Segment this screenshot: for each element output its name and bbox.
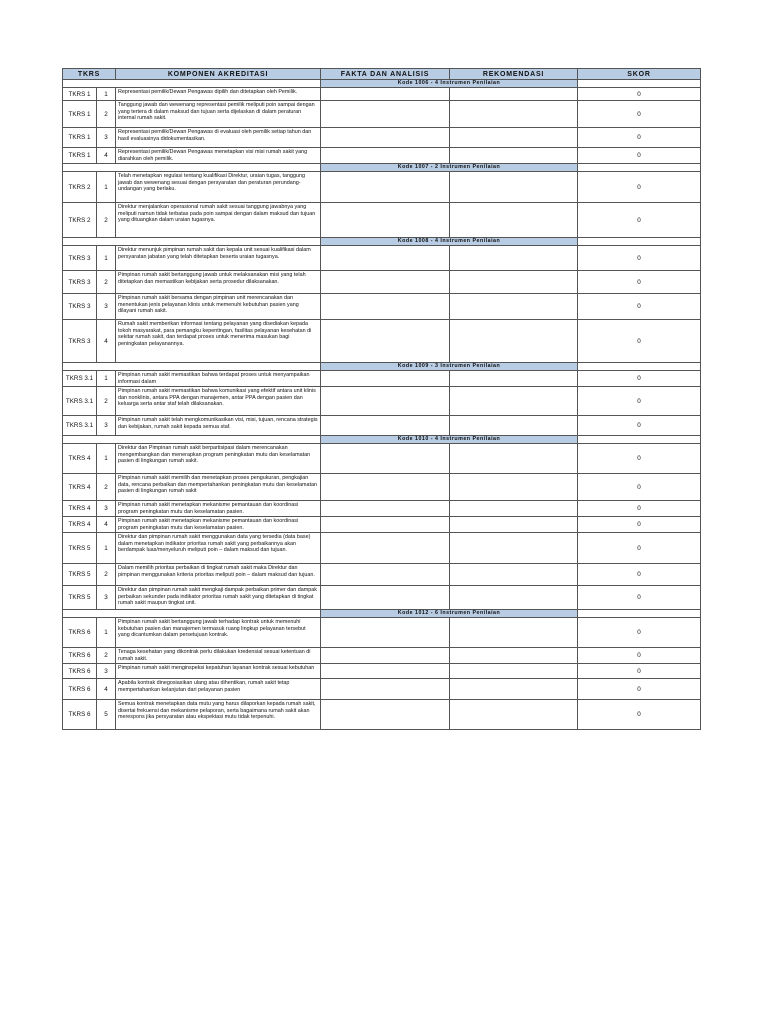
rekomendasi-cell	[450, 271, 578, 294]
score-cell: 0	[578, 444, 701, 474]
fakta-cell	[321, 648, 450, 664]
komponen-cell: Direktur dan pimpinan rumah sakit menggunakan data yang tersedia (data base) dalam menetapkan indikator prioritas rumah sakit yang perbaikannya akan berdampak luas/menyeluruh meliputi poin – dalam maksud dan tujuan.	[116, 533, 321, 564]
komponen-cell: Apabila kontrak dinegosiasikan ulang atau dihentikan, rumah sakit tetap mempertahankan kelanjutan dari pelayanan pasien	[116, 679, 321, 700]
tkrs-cell: TKRS 6	[63, 700, 97, 730]
section-code-spacer	[63, 436, 321, 444]
rekomendasi-cell	[450, 416, 578, 436]
score-cell: 0	[578, 474, 701, 501]
tkrs-cell: TKRS 4	[63, 474, 97, 501]
section-code-spacer	[578, 80, 701, 88]
number-cell: 3	[97, 294, 116, 320]
fakta-cell	[321, 416, 450, 436]
fakta-cell	[321, 533, 450, 564]
number-cell: 2	[97, 648, 116, 664]
komponen-cell: Pimpinan rumah sakit memilih dan menetapkan proses pengukuran, pengkajian data, rencana perbaikan dan mempertahankan peningkatan mutu dan keselamatan pasien di lingkungan rumah sakit	[116, 474, 321, 501]
tkrs-cell: TKRS 3	[63, 320, 97, 363]
tkrs-cell: TKRS 5	[63, 533, 97, 564]
header-komponen: KOMPONEN AKREDITASI	[116, 69, 321, 80]
fakta-cell	[321, 203, 450, 238]
header-rekomendasi: REKOMENDASI	[450, 69, 578, 80]
komponen-cell: Representasi pemilik/Dewan Pengawas menetapkan visi misi rumah sakit yang diarahkan oleh pemilik.	[116, 148, 321, 164]
komponen-cell: Pimpinan rumah sakit telah mengkomunikasikan visi, misi, tujuan, rencana strategis dan kebijakan, rumah sakit kepada semua staf.	[116, 416, 321, 436]
score-cell: 0	[578, 416, 701, 436]
section-code-row	[63, 610, 701, 618]
section-code: Kode 1012 - 6 Instrumen Penilaian	[321, 610, 578, 618]
fakta-cell	[321, 444, 450, 474]
section-code-row	[63, 436, 701, 444]
score-cell: 0	[578, 618, 701, 648]
score-cell: 0	[578, 101, 701, 128]
table-row	[63, 88, 701, 101]
fakta-cell	[321, 501, 450, 517]
section-code-spacer	[578, 610, 701, 618]
table-row	[63, 664, 701, 679]
rekomendasi-cell	[450, 387, 578, 416]
tkrs-cell: TKRS 1	[63, 148, 97, 164]
rekomendasi-cell	[450, 586, 578, 610]
table-row	[63, 148, 701, 164]
rekomendasi-cell	[450, 294, 578, 320]
table-row	[63, 371, 701, 387]
section-code-spacer	[578, 238, 701, 246]
tkrs-cell: TKRS 1	[63, 101, 97, 128]
table-row	[63, 501, 701, 517]
rekomendasi-cell	[450, 444, 578, 474]
tkrs-cell: TKRS 6	[63, 679, 97, 700]
score-cell: 0	[578, 664, 701, 679]
score-cell: 0	[578, 172, 701, 203]
komponen-cell: Rumah sakit memberikan informasi tentang pelayanan yang disediakan kepada tokoh masyarakat, para pemangku kepentingan, fasilitas pelayanan kesehatan di sekitar rumah sakit, dan terdapat proses untuk menerima masukan bagi peningkatan pelayanannya.	[116, 320, 321, 363]
tkrs-cell: TKRS 3	[63, 271, 97, 294]
table-row	[63, 416, 701, 436]
rekomendasi-cell	[450, 517, 578, 533]
fakta-cell	[321, 371, 450, 387]
tkrs-cell: TKRS 6	[63, 618, 97, 648]
score-cell: 0	[578, 320, 701, 363]
rekomendasi-cell	[450, 148, 578, 164]
rekomendasi-cell	[450, 648, 578, 664]
number-cell: 2	[97, 387, 116, 416]
header-fakta: FAKTA DAN ANALISIS	[321, 69, 450, 80]
section-code: Kode 1009 - 3 Instrumen Penilaian	[321, 363, 578, 371]
number-cell: 3	[97, 586, 116, 610]
rekomendasi-cell	[450, 371, 578, 387]
fakta-cell	[321, 679, 450, 700]
komponen-cell: Tenaga kesehatan yang dikontrak perlu dilakukan kredensial sesuai ketentuan di rumah sakit.	[116, 648, 321, 664]
komponen-cell: Pimpinan rumah sakit bertanggung jawab terhadap kontrak untuk memenuhi kebutuhan pasien dan manajemen termasuk ruang lingkup pelayanan tersebut yang dicantumkan dalam persetujuan kontrak.	[116, 618, 321, 648]
table-row	[63, 271, 701, 294]
score-cell: 0	[578, 203, 701, 238]
number-cell: 5	[97, 700, 116, 730]
tkrs-cell: TKRS 3	[63, 294, 97, 320]
komponen-cell: Pimpinan rumah sakit menetapkan mekanisme pemantauan dan koordinasi program peningkatan mutu dan keselamatan pasien.	[116, 517, 321, 533]
header-tkrs: TKRS	[63, 69, 116, 80]
number-cell: 4	[97, 320, 116, 363]
score-cell: 0	[578, 371, 701, 387]
tkrs-cell: TKRS 3	[63, 246, 97, 271]
table-row	[63, 294, 701, 320]
rekomendasi-cell	[450, 664, 578, 679]
number-cell: 3	[97, 664, 116, 679]
table-row	[63, 246, 701, 271]
fakta-cell	[321, 564, 450, 586]
number-cell: 1	[97, 618, 116, 648]
table-row	[63, 679, 701, 700]
table-row	[63, 444, 701, 474]
section-code: Kode 1010 - 4 Instrumen Penilaian	[321, 436, 578, 444]
komponen-cell: Pimpinan rumah sakit memastikan bahwa terdapat proses untuk menyampaikan informasi dalam	[116, 371, 321, 387]
rekomendasi-cell	[450, 700, 578, 730]
number-cell: 1	[97, 371, 116, 387]
fakta-cell	[321, 128, 450, 148]
rekomendasi-cell	[450, 474, 578, 501]
fakta-cell	[321, 172, 450, 203]
number-cell: 4	[97, 679, 116, 700]
table-row	[63, 101, 701, 128]
section-code-spacer	[63, 363, 321, 371]
table-row	[63, 387, 701, 416]
score-cell: 0	[578, 246, 701, 271]
rekomendasi-cell	[450, 172, 578, 203]
score-cell: 0	[578, 148, 701, 164]
komponen-cell: Pimpinan rumah sakit memastikan bahwa komunikasi yang efektif antara unit klinis dan nonklinis, antara PPA dengan manajemen, antar PPA dengan pasien dan keluarga serta antar staf telah dilaksanakan.	[116, 387, 321, 416]
tkrs-cell: TKRS 5	[63, 564, 97, 586]
number-cell: 3	[97, 128, 116, 148]
number-cell: 2	[97, 203, 116, 238]
section-code-spacer	[578, 436, 701, 444]
tkrs-cell: TKRS 5	[63, 586, 97, 610]
komponen-cell: Semua kontrak menetapkan data mutu yang harus dilaporkan kepada rumah sakit, disertai frekuensi dan mekanisme pelaporan, serta bagaimana rumah sakit akan merespons jika persyaratan atau ekspektasi mutu tidak terpenuhi.	[116, 700, 321, 730]
tkrs-cell: TKRS 6	[63, 648, 97, 664]
fakta-cell	[321, 320, 450, 363]
number-cell: 2	[97, 564, 116, 586]
score-cell: 0	[578, 564, 701, 586]
table-body	[63, 80, 701, 730]
score-cell: 0	[578, 271, 701, 294]
fakta-cell	[321, 271, 450, 294]
header-skor: SKOR	[578, 69, 701, 80]
score-cell: 0	[578, 88, 701, 101]
rekomendasi-cell	[450, 679, 578, 700]
fakta-cell	[321, 387, 450, 416]
table-row	[63, 128, 701, 148]
fakta-cell	[321, 148, 450, 164]
tkrs-cell: TKRS 3.1	[63, 387, 97, 416]
number-cell: 1	[97, 444, 116, 474]
fakta-cell	[321, 101, 450, 128]
table-row	[63, 533, 701, 564]
tkrs-cell: TKRS 1	[63, 128, 97, 148]
table-row	[63, 564, 701, 586]
table-row	[63, 517, 701, 533]
section-code-spacer	[578, 363, 701, 371]
table-row	[63, 203, 701, 238]
rekomendasi-cell	[450, 533, 578, 564]
section-code-spacer	[63, 80, 321, 88]
section-code: Kode 1007 - 2 Instrumen Penilaian	[321, 164, 578, 172]
score-cell: 0	[578, 128, 701, 148]
komponen-cell: Representasi pemilik/Dewan Pengawas di evaluasi oleh pemilik setiap tahun dan hasil evaluasinya didokumentasikan.	[116, 128, 321, 148]
section-code-spacer	[63, 610, 321, 618]
tkrs-cell: TKRS 4	[63, 501, 97, 517]
tkrs-cell: TKRS 3.1	[63, 371, 97, 387]
komponen-cell: Pimpinan rumah sakit menginspeksi kepatuhan layanan kontrak sesuai kebutuhan	[116, 664, 321, 679]
komponen-cell: Pimpinan rumah sakit menetapkan mekanisme pemantauan dan koordinasi program peningkatan mutu dan keselamatan pasien.	[116, 501, 321, 517]
number-cell: 2	[97, 101, 116, 128]
komponen-cell: Pimpinan rumah sakit bertanggung jawab untuk melaksanakan misi yang telah ditetapkan dan memastikan kebijakan serta prosedur dilaksanakan.	[116, 271, 321, 294]
section-code-spacer	[578, 164, 701, 172]
fakta-cell	[321, 517, 450, 533]
komponen-cell: Tanggung jawab dan wewenang representasi pemilik meliputi poin sampai dengan yang tertera di dalam maksud dan tujuan serta dijelaskan di dalam peraturan internal rumah sakit.	[116, 101, 321, 128]
table-row	[63, 586, 701, 610]
section-code-spacer	[63, 164, 321, 172]
accreditation-table	[62, 68, 701, 730]
rekomendasi-cell	[450, 88, 578, 101]
tkrs-cell: TKRS 2	[63, 172, 97, 203]
rekomendasi-cell	[450, 203, 578, 238]
section-code-row	[63, 80, 701, 88]
section-code-row	[63, 363, 701, 371]
fakta-cell	[321, 618, 450, 648]
rekomendasi-cell	[450, 101, 578, 128]
number-cell: 1	[97, 88, 116, 101]
komponen-cell: Direktur dan pimpinan rumah sakit mengkaji dampak perbaikan primer dan dampak perbaikan sekunder pada indikator prioritas rumah sakit yang ditetapkan di tingkat rumah sakit maupun tingkat unit.	[116, 586, 321, 610]
score-cell: 0	[578, 648, 701, 664]
number-cell: 4	[97, 517, 116, 533]
table-row	[63, 320, 701, 363]
section-code-row	[63, 164, 701, 172]
number-cell: 1	[97, 533, 116, 564]
number-cell: 2	[97, 271, 116, 294]
score-cell: 0	[578, 387, 701, 416]
fakta-cell	[321, 664, 450, 679]
fakta-cell	[321, 246, 450, 271]
table-row	[63, 648, 701, 664]
fakta-cell	[321, 294, 450, 320]
section-code: Kode 1006 - 4 Instrumen Penilaian	[321, 80, 578, 88]
komponen-cell: Direktur dan Pimpinan rumah sakit berpartisipasi dalam merencanakan mengembangkan dan menerapkan program peningkatan mutu dan keselamatan pasien di lingkungan rumah sakit.	[116, 444, 321, 474]
komponen-cell: Direktur menunjuk pimpinan rumah sakit dan kepala unit sesuai kualifikasi dalam persyaratan jabatan yang telah ditetapkan beserta uraian tugasnya.	[116, 246, 321, 271]
table-row	[63, 700, 701, 730]
rekomendasi-cell	[450, 564, 578, 586]
score-cell: 0	[578, 294, 701, 320]
tkrs-cell: TKRS 4	[63, 517, 97, 533]
table-row	[63, 618, 701, 648]
rekomendasi-cell	[450, 501, 578, 517]
fakta-cell	[321, 88, 450, 101]
tkrs-cell: TKRS 4	[63, 444, 97, 474]
section-code-spacer	[63, 238, 321, 246]
section-code: Kode 1008 - 4 Instrumen Penilaian	[321, 238, 578, 246]
fakta-cell	[321, 474, 450, 501]
number-cell: 3	[97, 416, 116, 436]
rekomendasi-cell	[450, 320, 578, 363]
score-cell: 0	[578, 533, 701, 564]
rekomendasi-cell	[450, 246, 578, 271]
komponen-cell: Pimpinan rumah sakit bersama dengan pimpinan unit merencanakan dan menentukan jenis pelayanan klinis untuk memenuhi kebutuhan pasien yang dilayani rumah sakit.	[116, 294, 321, 320]
tkrs-cell: TKRS 2	[63, 203, 97, 238]
tkrs-cell: TKRS 6	[63, 664, 97, 679]
fakta-cell	[321, 586, 450, 610]
tkrs-cell: TKRS 1	[63, 88, 97, 101]
number-cell: 1	[97, 172, 116, 203]
komponen-cell: Direktur menjalankan operasional rumah sakit sesuai tanggung jawabnya yang meliputi namun tidak terbatas pada poin sampai dengan dalam maksud dan tujuan yang dituangkan dalam uraian tugasnya.	[116, 203, 321, 238]
header-row	[63, 69, 701, 80]
rekomendasi-cell	[450, 618, 578, 648]
rekomendasi-cell	[450, 128, 578, 148]
score-cell: 0	[578, 586, 701, 610]
score-cell: 0	[578, 501, 701, 517]
score-cell: 0	[578, 517, 701, 533]
section-code-row	[63, 238, 701, 246]
number-cell: 1	[97, 246, 116, 271]
komponen-cell: Telah menetapkan regulasi tentang kualifikasi Direktur, uraian tugas, tanggung jawab dan wewenang sesuai dengan persyaratan dan peraturan perundang- undangan yang berlaku.	[116, 172, 321, 203]
number-cell: 3	[97, 501, 116, 517]
tkrs-cell: TKRS 3.1	[63, 416, 97, 436]
fakta-cell	[321, 700, 450, 730]
number-cell: 2	[97, 474, 116, 501]
number-cell: 4	[97, 148, 116, 164]
komponen-cell: Dalam memilih prioritas perbaikan di tingkat rumah sakit maka Direktur dan pimpinan menggunakan kriteria prioritas meliputi poin – dalam maksud dan tujuan.	[116, 564, 321, 586]
score-cell: 0	[578, 679, 701, 700]
score-cell: 0	[578, 700, 701, 730]
komponen-cell: Representasi pemilik/Dewan Pengawas dipilih dan ditetapkan oleh Pemilik.	[116, 88, 321, 101]
table-row	[63, 172, 701, 203]
table-row	[63, 474, 701, 501]
